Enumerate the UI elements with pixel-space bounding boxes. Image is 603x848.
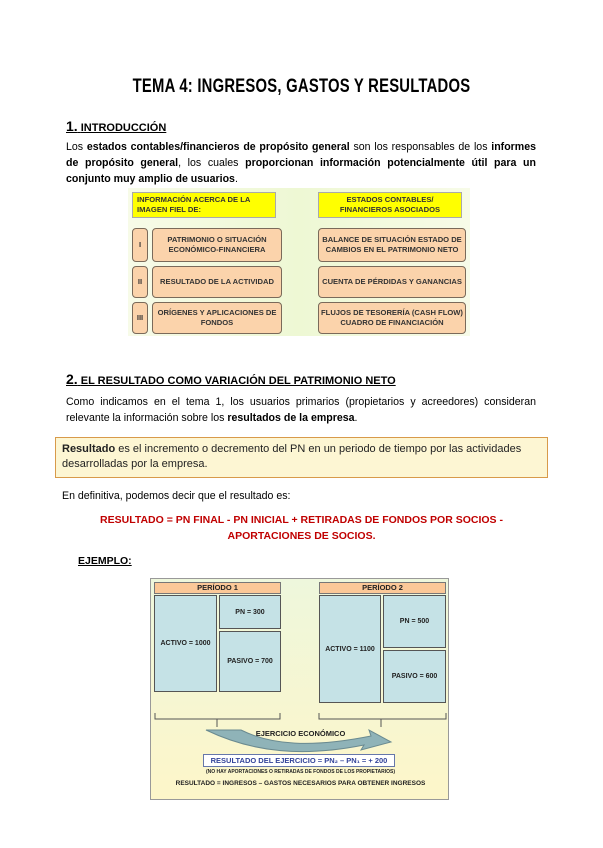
period-1-header: PERÍODO 1 [154,582,281,594]
conclusion-text: En definitiva, podemos decir que el resultado es: [62,490,291,502]
activo-1: ACTIVO = 1000 [154,595,217,692]
period-2-header: PERÍODO 2 [319,582,446,594]
section-1-heading [66,118,166,134]
financial-statements-table [128,188,470,336]
table-cell: CUENTA DE PÉRDIDAS Y GANANCIAS [318,266,466,298]
bracket-arrow-icon [151,579,450,801]
section-2-heading [66,371,396,387]
pn-2: PN = 500 [383,595,446,648]
activo-2: ACTIVO = 1100 [319,595,381,703]
definition-box [55,437,548,478]
table-header-right: ESTADOS CONTABLES/ FINANCIEROS ASOCIADOS [318,192,462,218]
table-cell: RESULTADO DE LA ACTIVIDAD [152,266,282,298]
table-cell: PATRIMONIO O SITUACIÓN ECONÓMICO-FINANCIERA [152,228,282,262]
example-diagram [150,578,449,800]
section-2-paragraph: Como indicamos en el tema 1, los usuarios primarios (propietarios y acreedores) consideran relevante la información sobre los resultados de la empresa. [66,396,536,424]
section-title: EL RESULTADO COMO VARIACIÓN DEL PATRIMONIO NETO [80,375,396,387]
result-box: RESULTADO DEL EJERCICIO = PN₂ – PN₁ = + 200 [203,754,395,767]
row-number: III [132,302,148,334]
pn-1: PN = 300 [219,595,281,629]
definition-text: es el incremento o decremento del PN en un periodo de tiempo por las actividades desarrolladas por la empresa. [62,443,522,470]
intro-paragraph: Los estados contables/financieros de propósito general son los responsables de los informes de propósito general, los cuales proporcionan información potencialmente útil para un conjunto muy amplio de usuarios. [66,141,537,185]
table-cell: BALANCE DE SITUACIÓN ESTADO DE CAMBIOS EN EL PATRIMONIO NETO [318,228,466,262]
pasivo-1: PASIVO = 700 [219,631,281,692]
page-title: TEMA 4: INGRESOS, GASTOS Y RESULTADOS [132,76,471,97]
result-formula: RESULTADO = PN FINAL - PN INICIAL + RETIRADAS DE FONDOS POR SOCIOS - APORTACIONES DE SOCIOS. [100,514,503,542]
pasivo-2: PASIVO = 600 [383,650,446,703]
section-number: 2. [66,371,78,387]
economic-year-label: EJERCICIO ECONÓMICO [255,729,346,738]
table-cell: ORÍGENES Y APLICACIONES DE FONDOS [152,302,282,334]
definition-term: Resultado [62,443,116,455]
table-header-left: INFORMACIÓN ACERCA DE LA IMAGEN FIEL DE: [132,192,276,218]
row-number: II [132,266,148,298]
section-number: 1. [66,118,78,134]
note-text: (NO HAY APORTACIONES O RETIRADAS DE FONDOS DE LOS PROPIETARIOS) [205,769,396,775]
example-label: EJEMPLO: [78,555,132,567]
row-number: I [132,228,148,262]
section-title: INTRODUCCIÓN [80,122,167,134]
diagram-formula: RESULTADO = INGRESOS – GASTOS NECESARIOS PARA OBTENER INGRESOS [175,780,426,787]
table-cell: FLUJOS DE TESORERÍA (CASH FLOW) CUADRO DE FINANCIACIÓN [318,302,466,334]
